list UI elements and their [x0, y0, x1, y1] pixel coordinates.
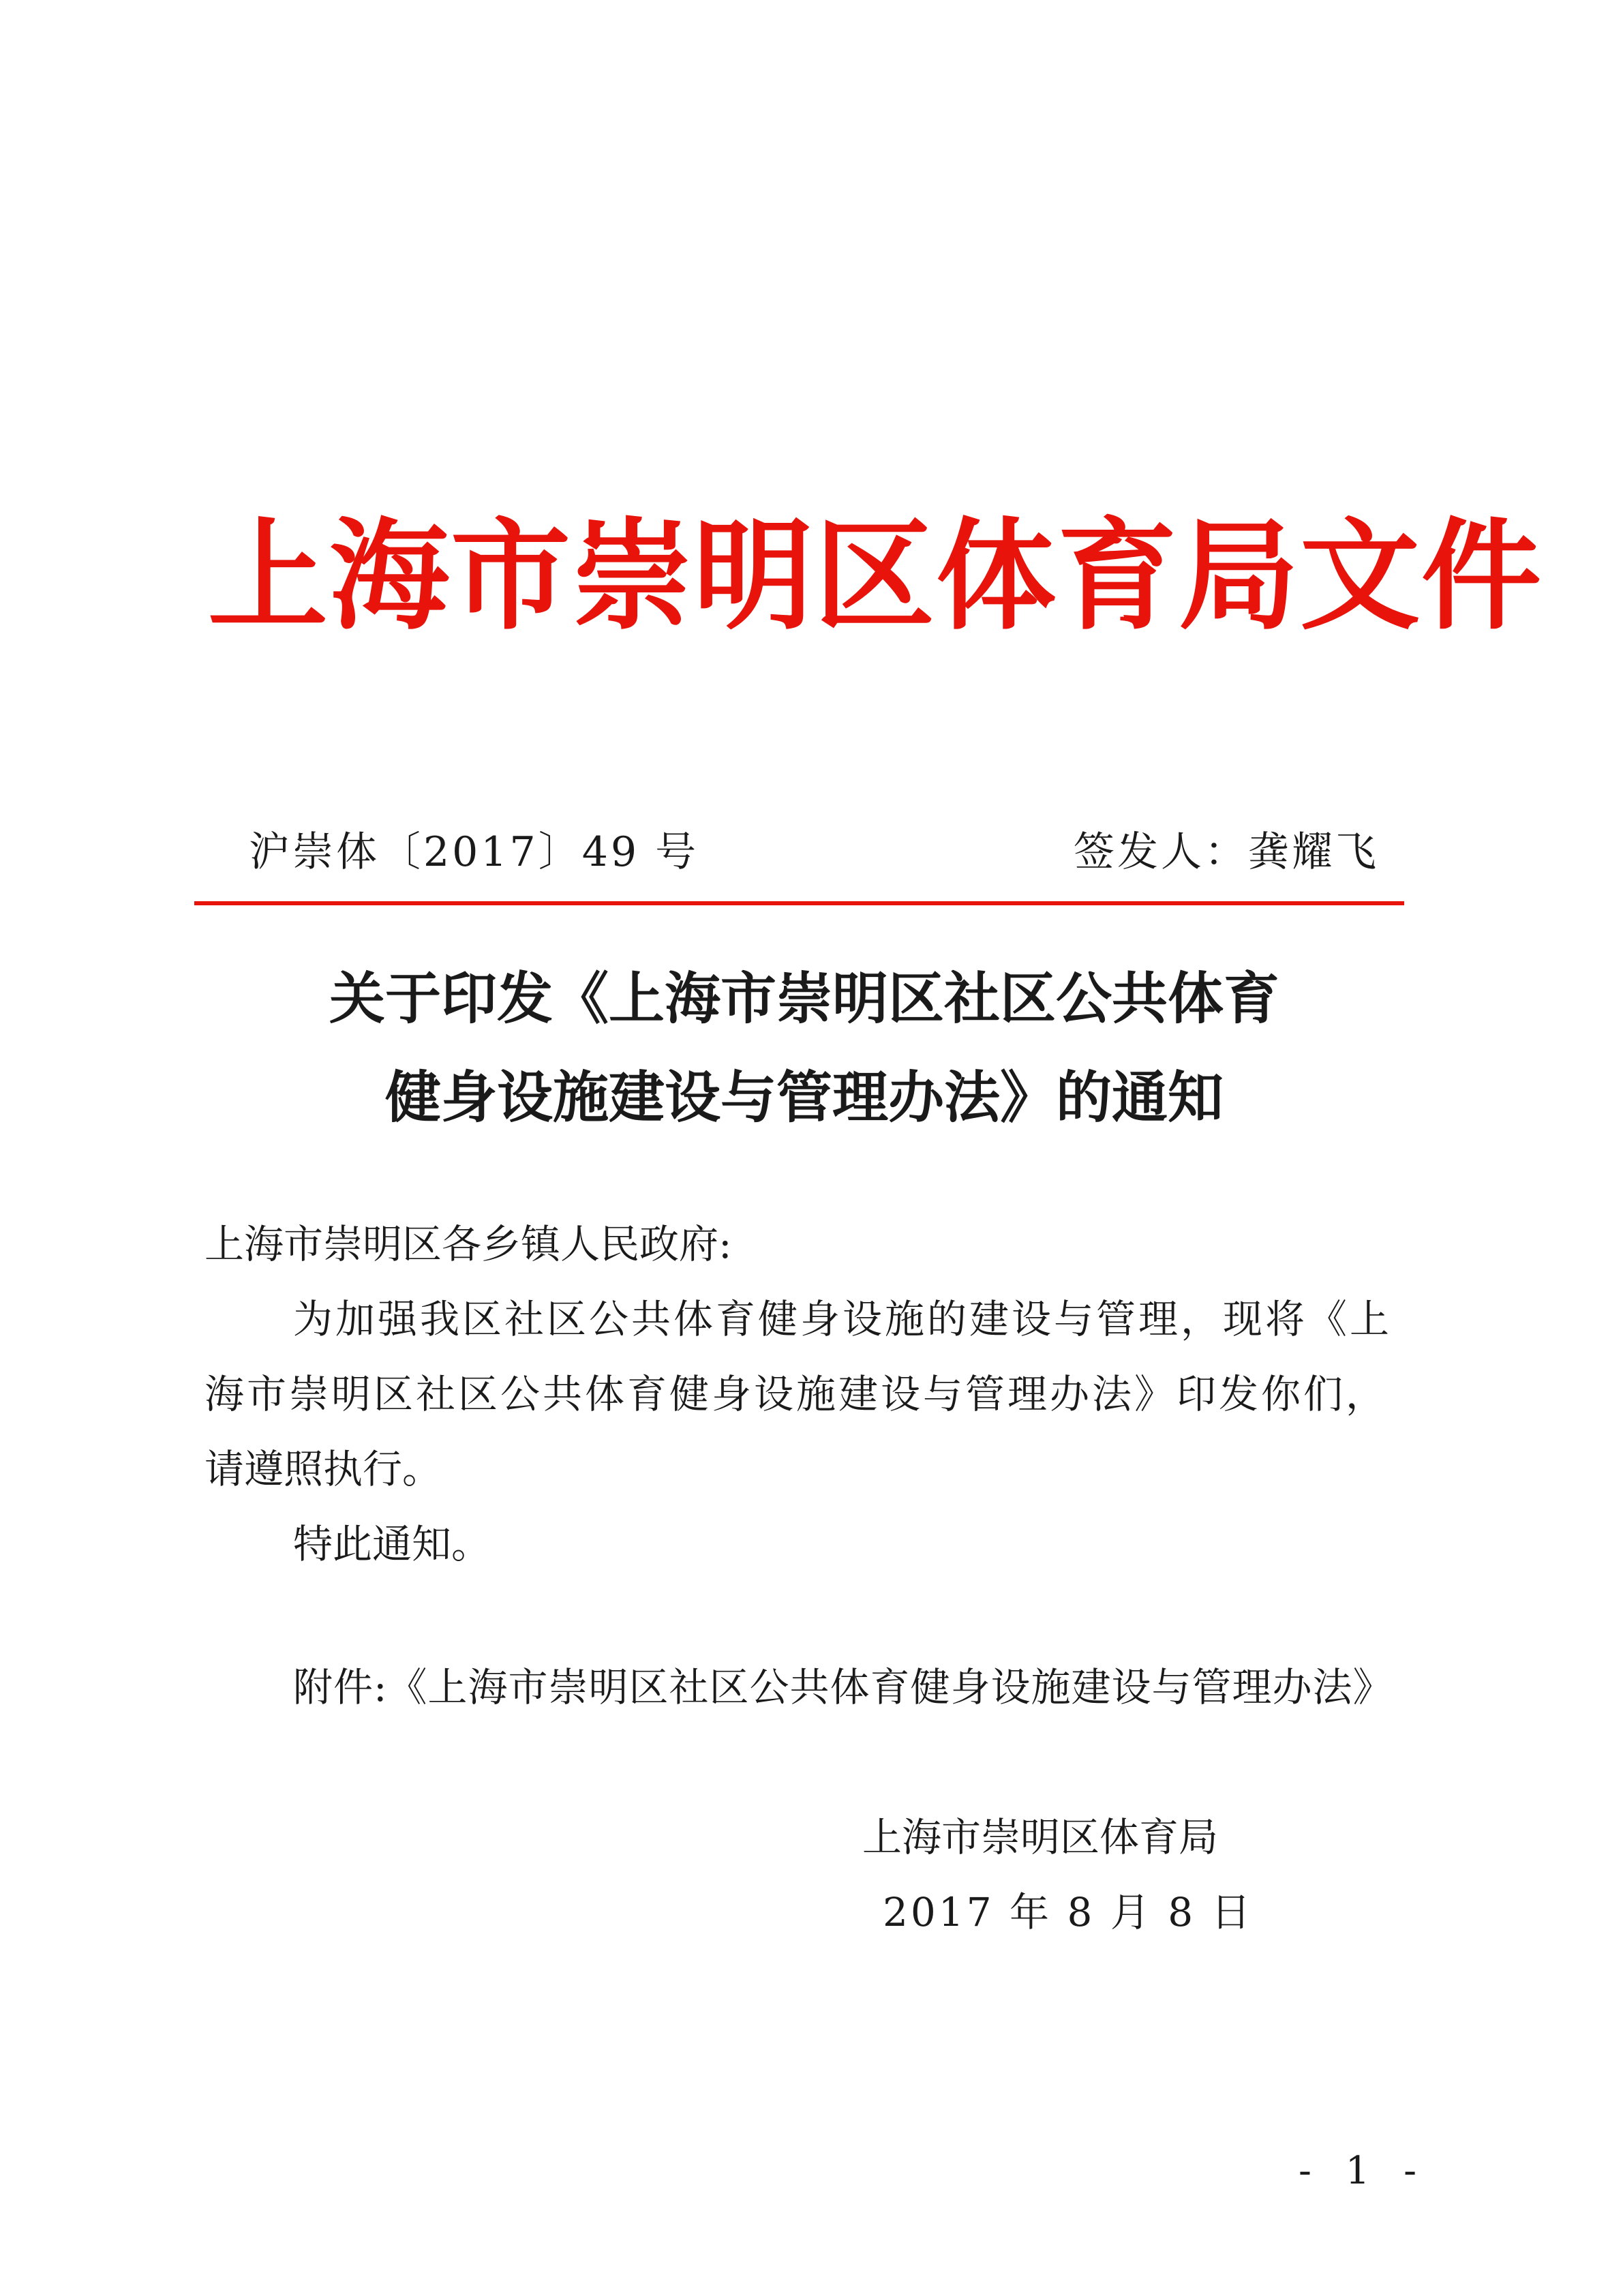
- body-paragraph-line-3: 请遵照执行。: [204, 1446, 442, 1492]
- signature-date: 2017 年 8 月 8 日: [883, 1889, 1254, 1935]
- notice-title-line-1: 关于印发《上海市崇明区社区公共体育: [329, 966, 1279, 1031]
- masthead-title: 上海市崇明区体育局文件: [208, 505, 1543, 646]
- signature-organization: 上海市崇明区体育局: [862, 1814, 1219, 1860]
- body-paragraph-line-2: 海市崇明区社区公共体育健身设施建设与管理办法》印发你们，: [204, 1371, 1389, 1417]
- red-divider-line: [194, 901, 1404, 905]
- document-number: 沪崇体〔2017〕49 号: [249, 828, 699, 876]
- page-number: - 1 -: [1299, 2149, 1428, 2193]
- body-paragraph-line-1: 为加强我区社区公共体育健身设施的建设与管理，现将《上: [293, 1296, 1393, 1342]
- issuer-signatory: 签发人：龚耀飞: [1074, 828, 1379, 876]
- attachment-note: 附件:《上海市崇明区社区公共体育健身设施建设与管理办法》: [293, 1664, 1393, 1710]
- closing-phrase: 特此通知。: [293, 1521, 491, 1567]
- salutation: 上海市崇明区各乡镇人民政府:: [204, 1221, 732, 1267]
- notice-title-line-2: 健身设施建设与管理办法》的通知: [384, 1065, 1224, 1130]
